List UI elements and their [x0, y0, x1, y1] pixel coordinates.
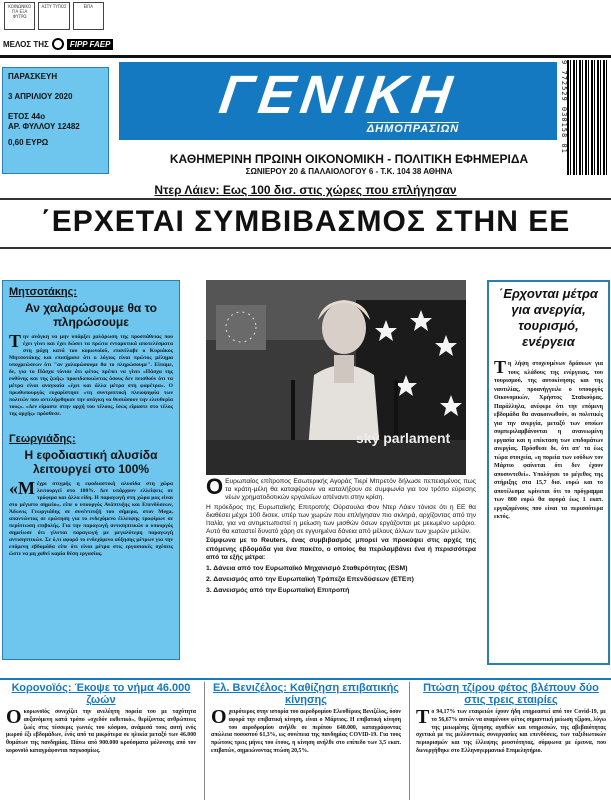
article-body: Τη λήψη στοχευμένων δράσεων για τους κλάδους της ενέργειας, του τουρισμού, της αυτοκίνησης και της ναυτιλίας, προανήγγειλε ο υπουργός Οικονομικών, Χρήστος Σταϊκούρας. Παράλληλα, ανέφερε ότι την επόμενη εβδομάδα θα ανακοινωθούν, οι πολιτικές για την ανεργία, μεταξύ των οποίων συμπεριλαμβάνονται η ανανεωμένη εργασία και η επέκταση των επιδομάτων ανεργίας. Πρόσθεσε δε, ότι απ' τα έως τώρα στοιχεία, «η πορεία των εσόδων τον Μάρτιο φαίνεται ότι δεν έχουν αποσυντεθεί». Υπολόγισε το μέγεθος της στήριξης στα 15,7 δισ. ευρώ και το αποτέλεσμα κρίνεται ότι το πρόγραμμα των 800 ευρώ θα αφορά έως 1 εκατ. εργαζομένους που είναι τα περισσότερα εκτός.	[494, 357, 603, 520]
article-title: Η εφοδιαστική αλυσίδα λειτουργεί στο 100%	[24, 448, 158, 476]
main-article-para-3: Σύμφωνα με το Reuters, ένας συμβιβασμός μπορεί να προκύψει στις αρχές της επόμενης εβδομάδα για ένα πακέτο, ο οποίος θα περιλαμβάνει ένα ή περισσότερα από τα εξής μέτρα:	[206, 537, 476, 561]
photo-backdrop-text: ský parlament	[356, 430, 451, 446]
article-title: Κορονοϊός: Έκοψε το νήμα 46.000 ζωών	[11, 682, 191, 706]
article-kicker: Μητσοτάκης:	[9, 286, 78, 298]
article-body: Το 94,17% των εταιρειών έχουν ήδη επηρεαστεί από τον Covid-19, με το 56,67% αυτών να αναμένουν φέτος σημαντική μείωση τζίρου, λόγω της μειωμένης ζήτησης αγαθών και υπηρεσιών, της αβεβαιότητας σχετικά με τις μελλοντικές συνεργασίες και επενδύσεις, των ταξιδιωτικών περιορισμών και της έλλειψης ρευστότητας, σύμφωνα με έρευνα, που διενεργήθηκε στο Ελληνογερμανικό Επιμελητήριο.	[416, 706, 606, 754]
article-georgiadis[interactable]	[3, 428, 179, 560]
article-body: «Μέχρι στιγμής η εφοδιαστική αλυσίδα στη χώρα λειτουργεί στο 100%. Δεν υπάρχουν ελλείψεις σε τρόφιμα και άλλα είδη. Η παραγωγή στη χώρα μας είναι στο μέγιστο σημείο», είπε ο υπουργός Ανάπτυξης και Επενδύσεων, Άδωνις Γεωργιάδης σε συνέντευξή του σήμερα, στον Mega, απαντώντας σε ερώτηση για το ενδεχόμενο έλλειψης τροφίμων σε περίπτωση επιβολής. Για την παραγωγή αντισηπτικών ο υπουργός σημείωσε ότι γίνεται παραγωγή με μεγαλύτερη παραγωγή αντισηπτικών. Σε ό,τι αφορά το ενδεχόμενο αύξησης μέτρων για την επόμενη εβδομάδα είπε ότι είναι μέτρα στις εργασιακές σχέσεις ώστε να μη χαθεί καμία θέση εργασίας.	[9, 478, 173, 557]
logo-3: ΕΙΠΑ	[73, 2, 104, 30]
article-body: Την ανάγκη να μην υπάρξει χαλάρωση της προσπάθειας που έχει γίνει και έχει δώσει τα πρώτα ενταρκτικά αποτελέσματα στη μάχη κατά του κορωνοϊού, επανέλαβε ο Κυριάκος Μητσοτάκης και επισήμανε ότι ο λόγιος είναι πρώτος μέλημα υποχρεώσεων ότι "αν χαλαρώσουμε θα το πληρώσουμε". Είπαμε, δε, για το Πάσχα τόνισε ότι φέτος πρέπει να γίνει «Πάσχα της ευθύνης και της ζωής» προειδοποιώντας όσους δεν πεισθούν ότι τα μέτρα είναι αναγκαία «έχει και άλλα μέτρα στη φαρέτρα». Ο πρωθυπουργός ευχαρίστησε «τη συντριπτική πλειοψηφία των πολιτών που αντελήφθηκαν την ανάγκη να θυσιάσουν την ελευθερία τους». «Δεν είμαστε στην αρχή του τέλους, ίσως είμαστε στο τέλος της αρχής» πρόσθεσε.	[9, 331, 173, 417]
bottom-article-airport[interactable]	[207, 682, 405, 800]
headline-divider	[0, 247, 611, 249]
bottom-article-coronavirus[interactable]	[2, 682, 200, 800]
top-divider	[0, 55, 611, 58]
bottom-article-turnover[interactable]	[412, 682, 610, 800]
fipp-logo-icon	[52, 38, 64, 50]
article-kicker: Γεωργιάδης:	[9, 433, 76, 445]
article-title: ΄Ερχονται μέτρα για ανεργία, τουρισμό, ενέργεια	[499, 286, 598, 349]
logo-2: ΑΣΤΥ ΤΥΠΟΣ	[38, 2, 69, 30]
list-item: 2. Δανεισμός από την Ευρωπαϊκή Τράπεζα Επενδύσεων (ΕΤΕπ)	[206, 576, 414, 584]
main-article[interactable]	[206, 474, 476, 596]
column-divider	[204, 682, 205, 800]
member-label: ΜΕΛΟΣ ΤΗΣ	[3, 39, 49, 49]
strap-divider	[0, 198, 611, 200]
list-item: 3. Δανεισμός από την Ευρωπαϊκή Επιτροπή	[206, 587, 350, 595]
main-article-para-1: ΟΕυρωπαίος επίτροπος Εσωτερικής Αγοράς Τιερί Μπρετόν δήλωσε πεπεισμένος πως τα κράτη-μέλη θα καταφέρουν να καταλήξουν σε συμφωνία για τον τρόπο εύρεσης νέων χρηματοδοτικών εργαλείων απέναντι στην κρίση.	[206, 474, 476, 502]
newspaper-subtitle: ΔΗΜΟΠΡΑΣΙΩΝ	[366, 122, 460, 135]
article-body: Οκορωνοϊός συνεχίζει την ανελέητη πορεία του με ταχύτητα αυξανόμενη κατά τρόπο «σχεδόν εκθετικό», θερίζοντας ανθρώπινες ζωές στις τέσσερις γωνιές του κόσμου, ανάμεσά τους αυτή ενός μωρού έξι εβδομάδων, ένός από τα μικρότερα σε ηλικία μεταξύ των 46.000 θυμάτων της πανδημίας. Πάνω από 900.000 κρούσματα μόλυνσης από τον κορονοϊό καταγράφονται παγκοσμίως.	[6, 706, 196, 754]
main-article-para-2: Η πρόεδρος της Ευρωπαϊκής Επιτροπής Ούρσουλα Φον Ντερ Λάιεν τόνισε ότι η ΕΕ θα διαθέσει μέχρι 100 δισεκ. υπέρ των χωρών που επλήγησαν πιο σκληρά, αρχίζοντας από την Ιταλία, για να αντιμετωπιστεί η μείωση των μισθών όσων εργάζονται με μειωμένο ωράριο. Αυτό θα καταστεί δυνατό χάρη σε εγγυημένα δάνεια από μέλους άλλων των χωρών μελών.	[206, 503, 476, 536]
issue-day: ΠΑΡΑΣΚΕΥΗ	[8, 72, 58, 81]
main-headline[interactable]: ΄ΕΡΧΕΤΑΙ ΣΥΜΒΙΒΑΣΜΟΣ ΣΤΗΝ ΕΕ	[40, 205, 571, 238]
column-divider	[409, 682, 410, 800]
barcode-number: 9 772529 030158 01	[560, 60, 568, 154]
right-column[interactable]	[487, 280, 610, 665]
article-body: Οχειρότερος στην ιστορία του αεροδρομίου Ελευθέριος Βενιζέλος, όσον αφορά την επιβατική κίνηση, είναι ο Μάρτιος. Η επιβατική κίνηση του αεροδρομίου ανήλθε σε περίπου 640.000, καταγράφοντας απώλεια ποσοστού 61,3%, ως συνέπεια της πανδημίας COVID-19. Για τους πρώτους τρεις μήνες του έτους, η κίνηση ανήλθε στο επίπεδο των 3,5 εκατ. επιβατών, σημειώνοντας πτώση 20,5%.	[211, 706, 401, 754]
issue-number: ΑΡ. ΦΥΛΛΟΥ 12482	[8, 122, 80, 131]
measures-list	[206, 563, 476, 596]
article-title: Αν χαλαρώσουμε θα το πληρώσουμε	[25, 301, 157, 329]
article-title: Ελ. Βενιζέλος: Καθίζηση επιβατικής κίνησης	[212, 682, 400, 706]
article-mitsotakis[interactable]	[3, 281, 179, 420]
lead-photo	[206, 280, 466, 475]
newspaper-address: ΣΩΝΙΕΡΟΥ 20 & ΠΑΛΑΙΟΛΟΓΟΥ 6 - Τ.Κ. 104 38 ΑΘΗΝΑ	[245, 167, 453, 176]
membership-line	[3, 38, 113, 50]
issue-price: 0,60 ΕΥΡΩ	[8, 138, 49, 147]
publisher-logos	[4, 2, 104, 30]
bottom-divider	[0, 678, 611, 680]
left-column	[2, 280, 180, 660]
masthead	[119, 62, 557, 140]
article-title: Πτώση τζίρου φέτος βλέπουν δύο στις τρεις εταιρίες	[423, 682, 599, 706]
strapline[interactable]: Ντερ Λάιεν: Εως 100 δισ. στις χώρες που επλήγησαν	[154, 183, 457, 197]
issue-year: ΕΤΟΣ 44ο	[8, 112, 46, 121]
list-item: 1. Δάνεια από τον Ευρωπαϊκό Μηχανισμό Σταθερότητας (ESM)	[206, 565, 408, 573]
newspaper-tagline: ΚΑΘΗΜΕΡΙΝΗ ΠΡΩΙΝΗ ΟΙΚΟΝΟΜΙΚΗ - ΠΟΛΙΤΙΚΗ ΕΦΗΜΕΡΙΔΑ	[169, 152, 529, 166]
logo-1: ΚΟΙΝΩΝΙΚΟ ΓΙΑ ΕΞΑ ΦΥΤΡΩ	[4, 2, 35, 30]
member-org: FIPP FAEP	[67, 39, 114, 50]
issue-info-box	[2, 67, 109, 174]
issue-date: 3 ΑΠΡΙΛΙΟΥ 2020	[8, 92, 73, 101]
newspaper-title: ΓΕΝΙΚΗ	[215, 64, 461, 125]
